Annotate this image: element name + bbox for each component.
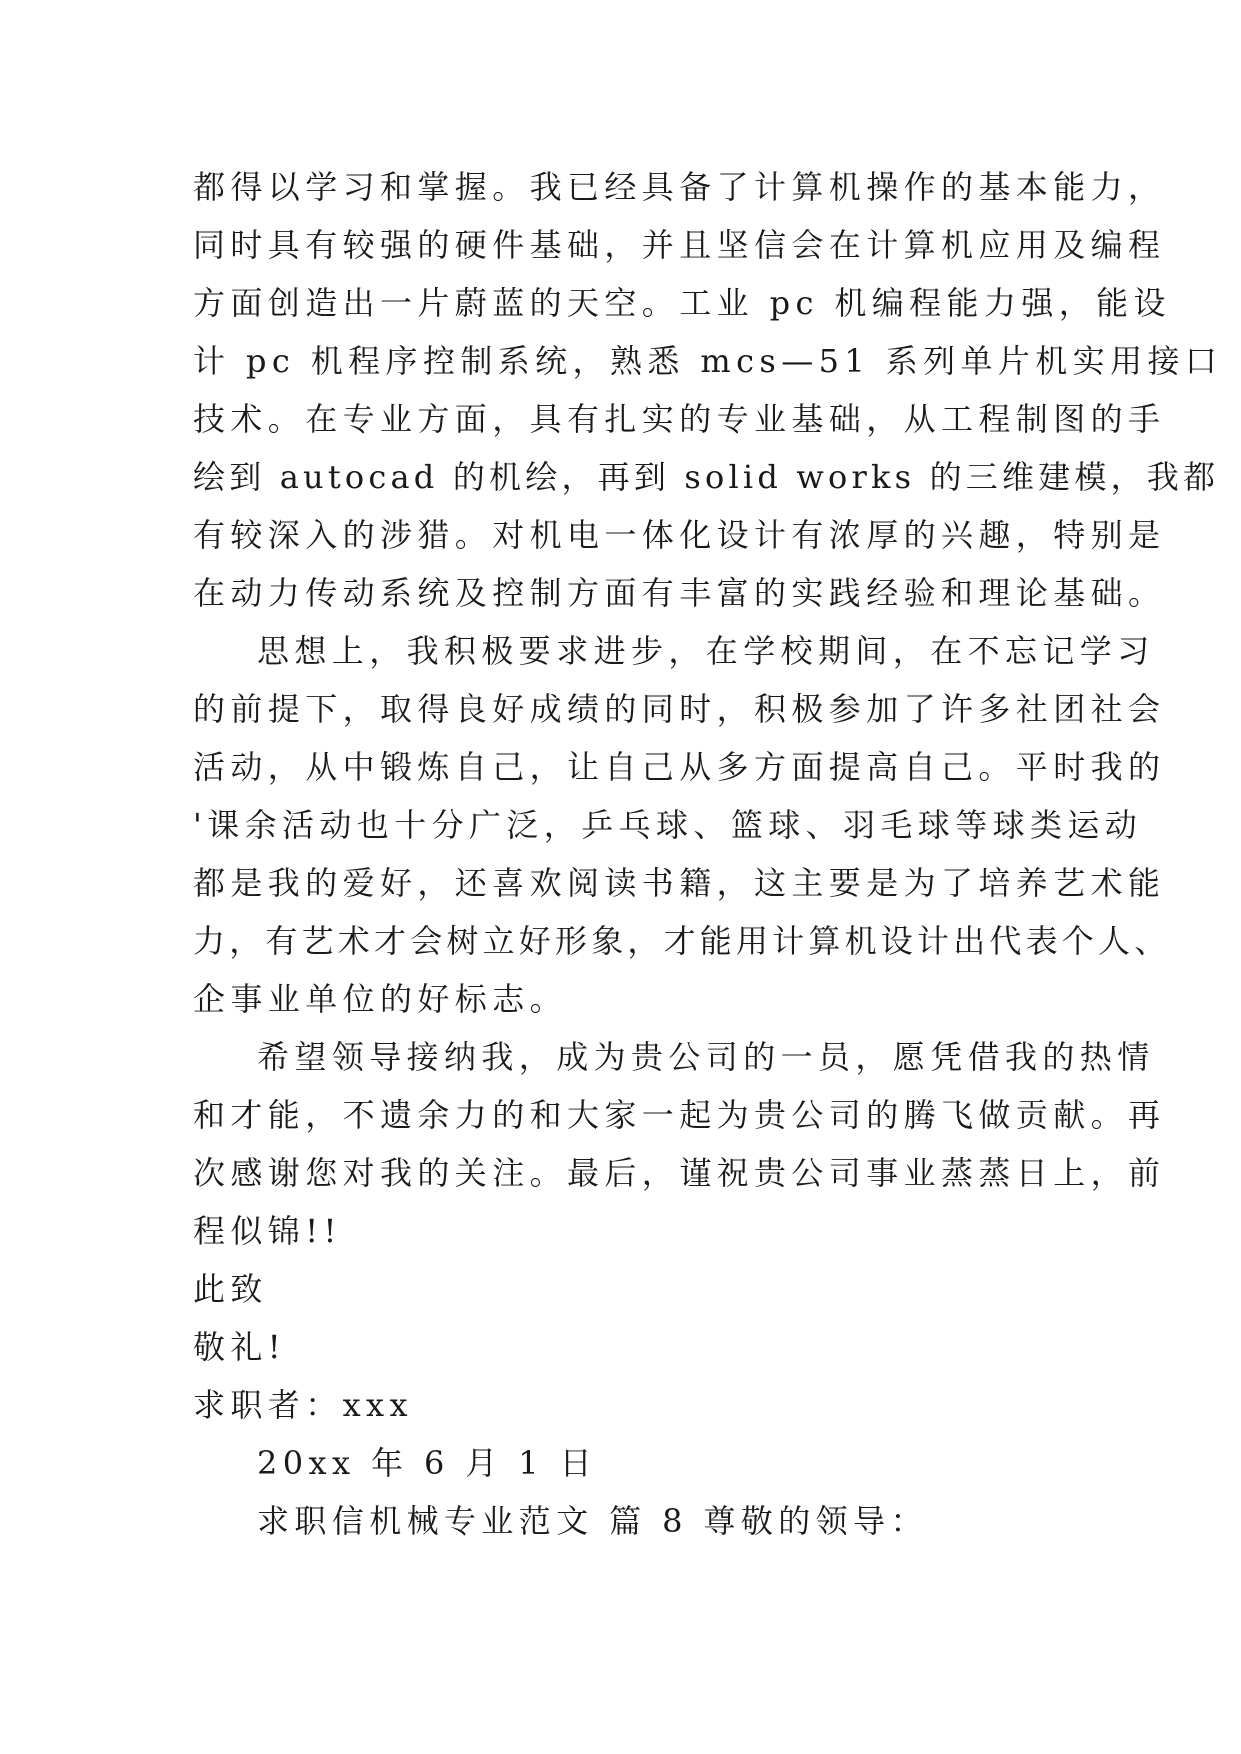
text-line: 程似锦!!	[193, 1212, 342, 1250]
paragraph-hope	[193, 1028, 1166, 1260]
text-line: 在动力传动系统及控制方面有丰富的实践经验和理论基础。	[193, 574, 1166, 612]
text-line: 同时具有较强的硬件基础，并且坚信会在计算机应用及编程	[193, 226, 1166, 264]
next-section-title: 求职信机械专业范文 篇 8 尊敬的领导：	[257, 1502, 928, 1540]
text-line: 活动，从中锻炼自己，让自己从多方面提高自己。平时我的	[193, 748, 1166, 786]
text-line: 次感谢您对我的关注。最后，谨祝贵公司事业蒸蒸日上，前	[193, 1154, 1166, 1192]
paragraph-ideology	[193, 622, 1171, 1028]
text-line: 都得以学习和掌握。我已经具备了计算机操作的基本能力，	[193, 168, 1166, 206]
text-line: 技术。在专业方面，具有扎实的专业基础，从工程制图的手	[193, 400, 1166, 438]
text-line: 方面创造出一片蔚蓝的天空。工业 pc 机编程能力强，能设	[193, 284, 1171, 322]
salute-text: 敬礼!	[193, 1328, 287, 1366]
text-line: 的前提下，取得良好成绩的同时，积极参加了许多社团社会	[193, 690, 1166, 728]
text-line: 力，有艺术才会树立好形象，才能用计算机设计出代表个人、	[193, 922, 1171, 960]
date: 20xx 年 6 月 1 日	[257, 1444, 597, 1482]
letter-body	[193, 158, 1223, 1550]
text-line: 企事业单位的好标志。	[193, 980, 568, 1018]
text-line: 和才能，不遗余力的和大家一起为贵公司的腾飞做贡献。再	[193, 1096, 1166, 1134]
text-line: 绘到 autocad 的机绘，再到 solid works 的三维建模，我都	[193, 458, 1220, 496]
signature: 求职者：xxx	[193, 1386, 413, 1424]
text-line: 希望领导接纳我，成为贵公司的一员，愿凭借我的热情	[257, 1038, 1155, 1076]
text-line: 有较深入的涉猎。对机电一体化设计有浓厚的兴趣，特别是	[193, 516, 1166, 554]
text-line: 计 pc 机程序控制系统，熟悉 mcs—51 系列单片机实用接口	[193, 342, 1223, 380]
text-line: 思想上，我积极要求进步，在学校期间，在不忘记学习	[257, 632, 1155, 670]
text-line: 都是我的爱好，还喜欢阅读书籍，这主要是为了培养艺术能	[193, 864, 1166, 902]
paragraph-skills	[193, 158, 1223, 622]
closing-text: 此致	[193, 1270, 268, 1308]
text-line: '课余活动也十分广泛，乒乓球、篮球、羽毛球等球类运动	[193, 806, 1143, 844]
